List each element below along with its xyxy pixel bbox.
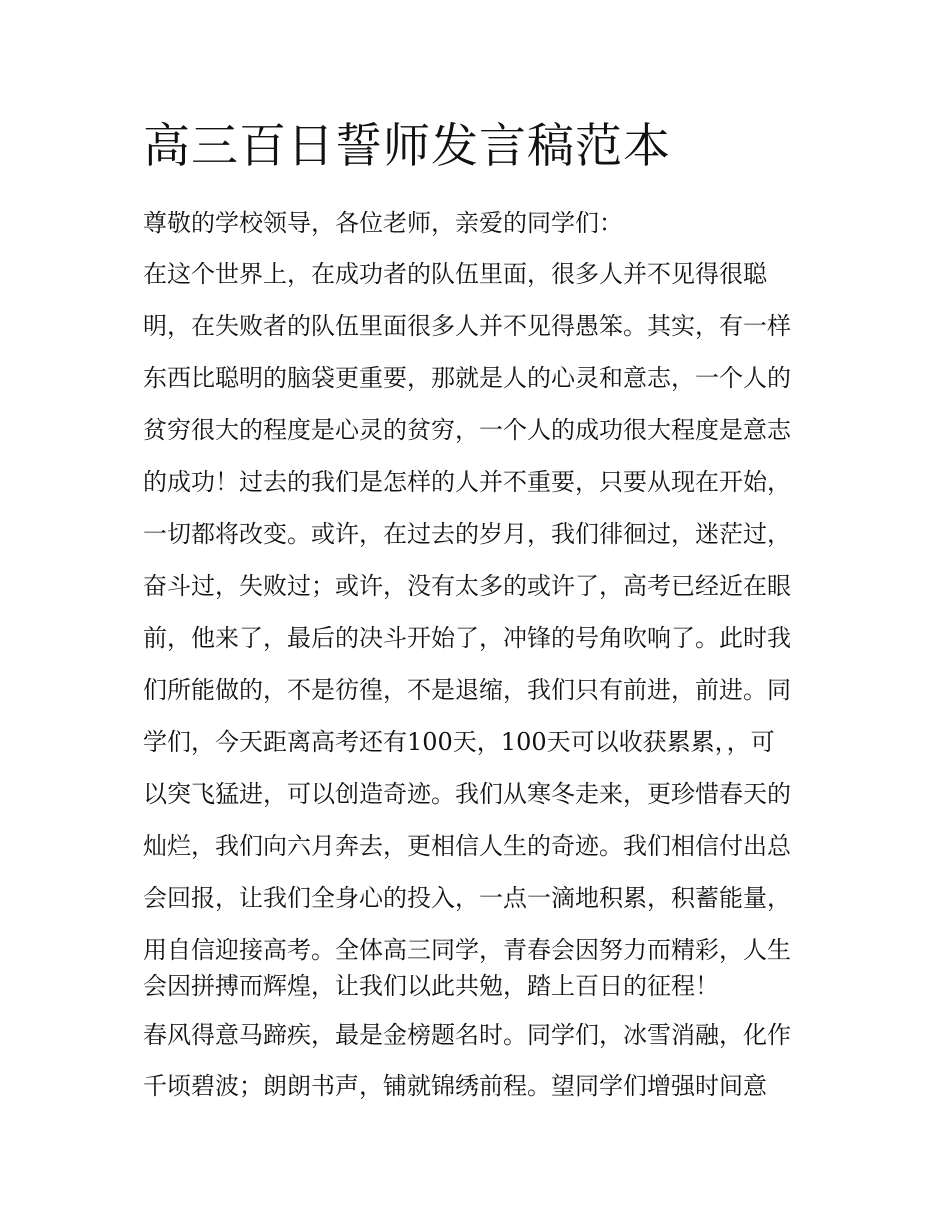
page-title: 高三百日誓师发言稿范本 — [143, 119, 671, 174]
paragraph-line: 学们，今天距离高考还有100天，100天可以收获累累，，可 — [143, 728, 775, 756]
paragraph-line: 在这个世界上，在成功者的队伍里面，很多人并不见得很聪 — [143, 260, 767, 288]
paragraph-line: 们所能做的，不是彷徨，不是退缩，我们只有前进，前进。同 — [143, 676, 791, 704]
paragraph-line: 春风得意马蹄疾，最是金榜题名时。同学们，冰雪消融，化作 — [143, 1021, 791, 1049]
paragraph-line: 东西比聪明的脑袋更重要，那就是人的心灵和意志，一个人的 — [143, 364, 791, 392]
paragraph-line: 以突飞猛进，可以创造奇迹。我们从寒冬走来，更珍惜春天的 — [143, 780, 791, 808]
paragraph-line: 会因拼搏而辉煌，让我们以此共勉，踏上百日的征程！ — [143, 972, 719, 1000]
paragraph-line: 用自信迎接高考。全体高三同学，青春会因努力而精彩，人生 — [143, 936, 791, 964]
paragraph-line: 会回报，让我们全身心的投入，一点一滴地积累，积蓄能量， — [143, 884, 791, 912]
paragraph-line: 的成功！过去的我们是怎样的人并不重要，只要从现在开始， — [143, 468, 791, 496]
paragraph-line: 灿烂，我们向六月奔去，更相信人生的奇迹。我们相信付出总 — [143, 832, 791, 860]
paragraph-line: 奋斗过，失败过；或许，没有太多的或许了，高考已经近在眼 — [143, 572, 791, 600]
paragraph-line: 贫穷很大的程度是心灵的贫穷，一个人的成功很大程度是意志 — [143, 416, 791, 444]
salutation: 尊敬的学校领导，各位老师，亲爱的同学们： — [143, 209, 623, 237]
paragraph-line: 前，他来了，最后的决斗开始了，冲锋的号角吹响了。此时我 — [143, 624, 791, 652]
paragraph-line: 千顷碧波；朗朗书声，铺就锦绣前程。望同学们增强时间意 — [143, 1072, 767, 1100]
paragraph-line: 明，在失败者的队伍里面很多人并不见得愚笨。其实，有一样 — [143, 312, 791, 340]
paragraph-line: 一切都将改变。或许，在过去的岁月，我们徘徊过，迷茫过， — [143, 520, 791, 548]
